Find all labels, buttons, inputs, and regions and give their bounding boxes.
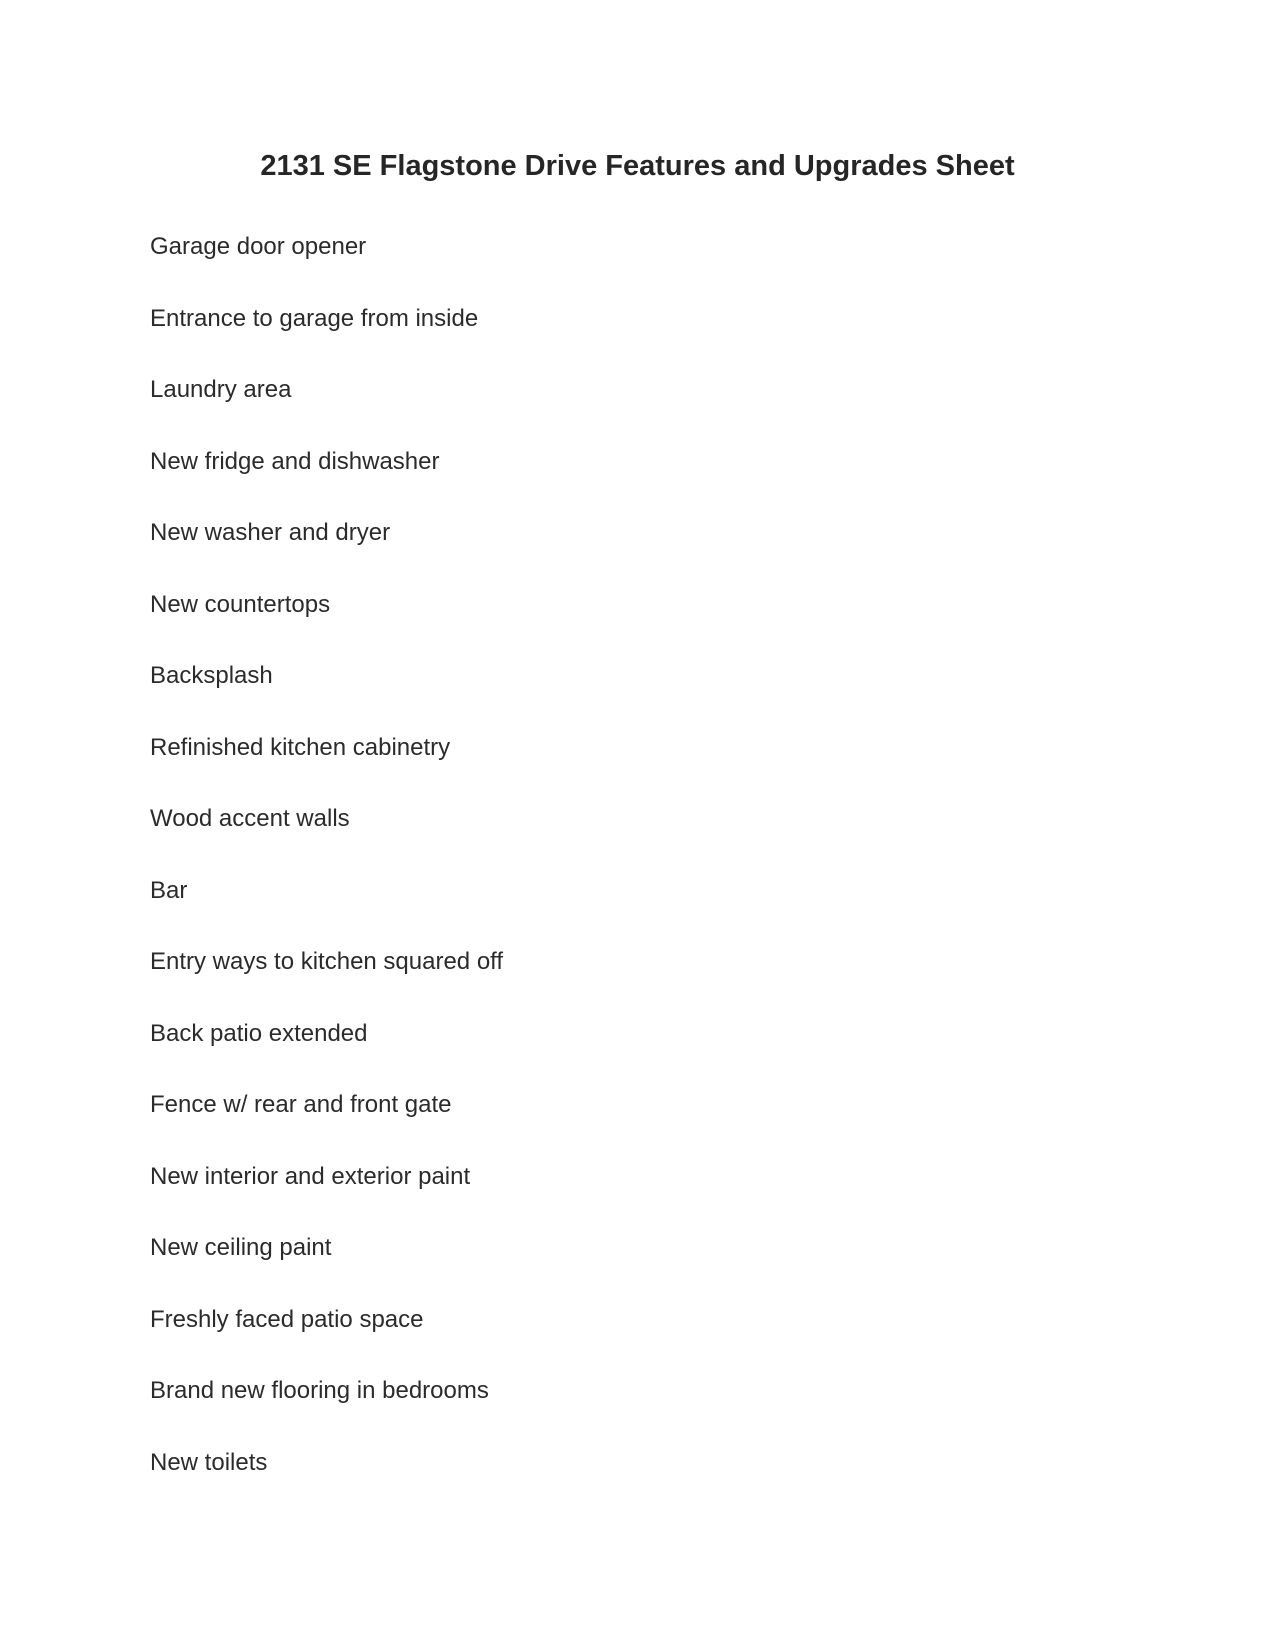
list-item: New interior and exterior paint [150, 1162, 471, 1190]
list-item: New countertops [150, 590, 331, 618]
list-item: Entrance to garage from inside [150, 304, 479, 332]
list-item: Refinished kitchen cabinetry [150, 733, 451, 761]
page-title: 2131 SE Flagstone Drive Features and Upgrades Sheet [260, 150, 1015, 182]
feature-list [150, 232, 503, 1519]
list-item: Laundry area [150, 376, 292, 403]
list-item: Fence w/ rear and front gate [150, 1091, 452, 1118]
list-item: Brand new flooring in bedrooms [150, 1377, 489, 1404]
list-item: New ceiling paint [150, 1234, 332, 1261]
list-item: New fridge and dishwasher [150, 447, 440, 475]
list-item: Back patio extended [150, 1019, 368, 1047]
list-item: Backsplash [150, 662, 273, 689]
list-item: New toilets [150, 1448, 268, 1476]
list-item: Garage door opener [150, 233, 367, 260]
list-item: Freshly faced patio space [150, 1305, 424, 1333]
list-item: Entry ways to kitchen squared off [150, 948, 504, 975]
list-item: Wood accent walls [150, 805, 350, 832]
list-item: Bar [150, 876, 188, 904]
list-item: New washer and dryer [150, 519, 391, 546]
